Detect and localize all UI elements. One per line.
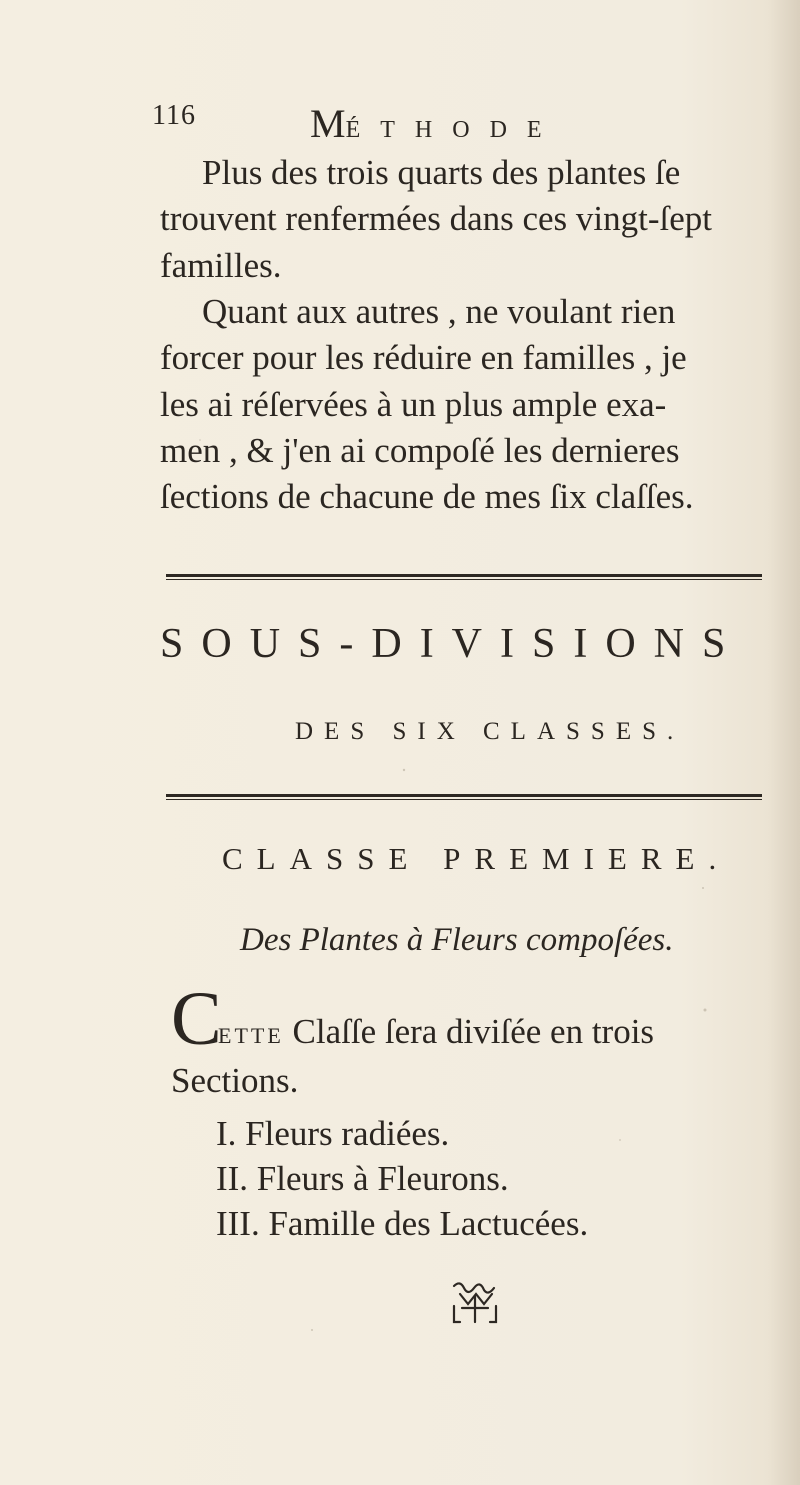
class-subtitle: Des Plantes à Fleurs compoſées.: [240, 922, 674, 958]
list-item: II. Fleurs à Fleurons.: [216, 1159, 509, 1198]
list-item: I. Fleurs radiées.: [216, 1114, 450, 1153]
sections-list: [216, 1111, 588, 1246]
running-title: [310, 100, 562, 147]
body-line-text: Claſſe ſera diviſée en trois: [283, 1012, 655, 1051]
small-caps-word: ETTE: [218, 1023, 284, 1048]
section-heading: SOUS-DIVISIONS: [160, 621, 744, 667]
printer-ornament-icon: [440, 1278, 510, 1326]
paragraph-2-line: men , & j'en ai compoſé les dernieres: [160, 430, 680, 470]
running-title-rest: ÉTHODE: [345, 117, 562, 143]
paragraph-2-line: ſections de chacune de mes ſix claſſes.: [160, 477, 694, 517]
section-subheading: DES SIX CLASSES.: [295, 718, 685, 745]
body-line: [218, 1012, 654, 1052]
drop-cap: C: [171, 977, 222, 1061]
list-item: III. Famille des Lactucées.: [216, 1204, 589, 1243]
page-number: 116: [152, 100, 196, 131]
paragraph-1-line: familles.: [160, 245, 282, 285]
paragraph-2: [160, 289, 760, 520]
paragraph-1-line: trouvent renfermées dans ces vingt-ſept: [160, 199, 713, 239]
paragraph-1: [160, 150, 760, 289]
body-line: Sections.: [171, 1061, 299, 1100]
divider-rule-top: [166, 574, 762, 581]
paragraph-2-line: les ai réſervées à un plus ample exa-: [160, 384, 667, 424]
paragraph-2-line: forcer pour les réduire en familles , je: [160, 338, 687, 378]
paragraph-1-line: Plus des trois quarts des plantes ſe: [202, 153, 681, 192]
divider-rule-bottom: [166, 794, 762, 801]
running-title-initial: M: [310, 101, 346, 146]
running-head: [152, 100, 672, 146]
paragraph-2-line: Quant aux autres , ne voulant rien: [202, 292, 676, 331]
class-heading: CLASSE PREMIERE.: [222, 841, 731, 876]
